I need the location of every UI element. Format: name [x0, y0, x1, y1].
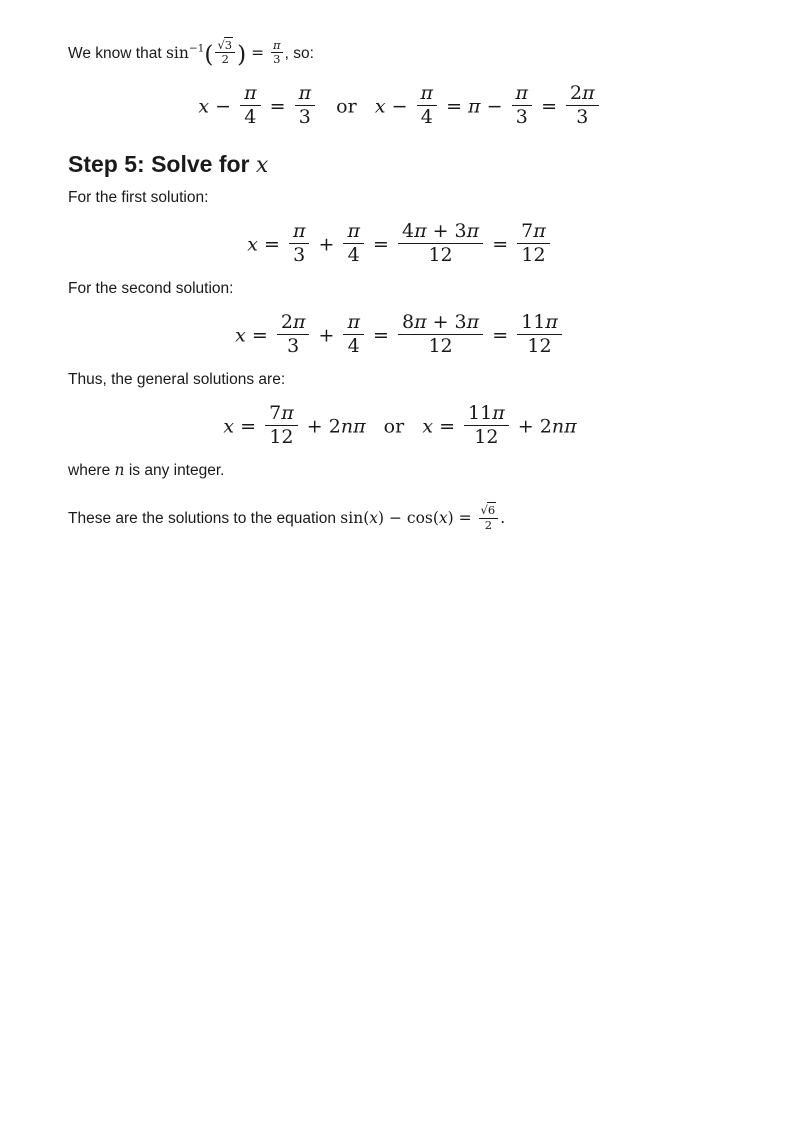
math-fraction: [479, 504, 499, 531]
math-roman: −: [480, 95, 509, 118]
math-italic: π: [347, 310, 360, 333]
math-roman: +: [312, 233, 341, 256]
math-roman: =: [366, 324, 395, 347]
text-run: Thus, the general solutions are:: [68, 370, 286, 388]
text-run: Step 5: Solve for: [68, 150, 256, 177]
math-italic: nπ: [340, 415, 366, 438]
math-roman: 4: [347, 334, 360, 357]
math-italic: π: [244, 82, 257, 105]
math-roman: −: [385, 95, 414, 118]
math-roman: =: [440, 95, 469, 118]
math-roman: 7: [521, 220, 534, 243]
math-roman: + 2: [300, 415, 341, 438]
equation-case-split: [68, 84, 732, 131]
math-italic: π: [281, 401, 294, 424]
math-italic: π: [420, 82, 434, 105]
math-roman: 2: [484, 517, 493, 532]
second-solution-label: [68, 279, 732, 299]
math-roman: 12: [474, 425, 499, 448]
math-italic: x: [369, 509, 378, 528]
math-roman: + 3: [426, 220, 467, 243]
equation-first-solution: [68, 222, 732, 269]
math-italic: n: [114, 461, 125, 480]
math-fraction: [464, 402, 509, 449]
math-italic: π: [298, 82, 312, 105]
math-roman: =: [535, 95, 564, 118]
conclusion-text: [68, 505, 732, 532]
math-roman: 12: [428, 334, 453, 357]
first-solution-label: [68, 188, 732, 208]
math-roman: =: [257, 233, 286, 256]
math-roman: 4: [244, 106, 257, 129]
text-run: , so:: [284, 44, 314, 62]
math-roman: 3: [287, 334, 300, 357]
math-fraction: [343, 220, 364, 267]
integer-note: [68, 460, 732, 481]
math-roman: 11: [521, 310, 546, 333]
math-roman: 12: [527, 334, 552, 357]
math-italic: π: [466, 220, 480, 243]
math-italic: x: [255, 152, 269, 178]
math-fraction: [417, 82, 438, 129]
math-roman: 4: [420, 106, 433, 129]
math-roman: sin(: [340, 509, 370, 528]
math-fraction: [215, 39, 235, 66]
math-italic: π: [515, 82, 529, 105]
math-roman: +: [312, 324, 341, 347]
math-roman: 6: [487, 503, 496, 518]
math-roman: 2: [570, 82, 583, 105]
text-run: For the second solution:: [68, 279, 234, 297]
math-roman: =: [246, 43, 270, 62]
math-fraction: [343, 311, 364, 358]
math-roman: or: [318, 95, 375, 118]
math-roman: 12: [428, 244, 453, 267]
math-italic: x: [235, 324, 246, 347]
math-roman: =: [366, 233, 395, 256]
math-roman: .: [500, 509, 506, 528]
math-roman: + 2: [511, 415, 552, 438]
math-roman: 12: [269, 425, 294, 448]
math-roman: 12: [521, 244, 546, 267]
math-italic: π: [492, 401, 505, 424]
math-italic: π: [414, 220, 427, 243]
math-italic: x: [438, 509, 448, 528]
math-roman: =: [263, 95, 292, 118]
math-roman: ) =: [447, 509, 477, 528]
math-roman: =: [234, 415, 263, 438]
math-italic: π: [466, 310, 480, 333]
math-italic: π: [292, 310, 306, 333]
math-fraction: [398, 220, 483, 267]
math-italic: x: [374, 95, 386, 118]
math-italic: nπ: [551, 415, 577, 438]
math-fraction: [240, 82, 261, 129]
math-roman: 7: [269, 401, 282, 424]
math-sqrt: √3: [217, 38, 233, 53]
math-fraction: [289, 220, 310, 267]
math-roman: 4: [347, 244, 360, 267]
math-roman: 3: [298, 106, 311, 129]
math-roman: 3: [273, 52, 281, 67]
equation-second-solution: [68, 310, 732, 360]
math-roman: or: [365, 415, 423, 438]
general-solutions-label: [68, 370, 732, 390]
math-italic: x: [198, 95, 210, 118]
math-roman: 11: [468, 401, 493, 424]
equation-general-solutions: [68, 401, 732, 451]
math-sqrt: √6: [480, 503, 496, 518]
text-run: For the first solution:: [68, 189, 209, 207]
math-roman: 2: [221, 52, 229, 67]
math-fraction: [265, 402, 298, 449]
math-fraction: [277, 311, 310, 358]
math-roman: 3: [224, 38, 233, 53]
math-superscript: −1: [188, 42, 205, 55]
math-roman: 3: [293, 244, 306, 267]
math-fraction: [398, 311, 483, 358]
math-roman: ): [237, 41, 247, 68]
intro-text: [68, 40, 732, 70]
math-roman: sin: [165, 43, 189, 62]
step5-heading: [68, 151, 732, 178]
math-fraction: [512, 82, 533, 129]
math-fraction: [271, 39, 283, 66]
text-run: where: [68, 462, 115, 480]
math-italic: π: [414, 310, 427, 333]
math-roman: (: [204, 41, 214, 68]
math-italic: π: [292, 220, 306, 243]
math-roman: 8: [401, 310, 415, 333]
text-run: We know that: [68, 44, 166, 62]
math-fraction: [517, 220, 550, 267]
math-roman: =: [486, 233, 515, 256]
math-fraction: [566, 82, 599, 129]
math-roman: ) − cos(: [378, 509, 439, 528]
math-italic: x: [422, 415, 434, 438]
text-run: is any integer.: [124, 462, 225, 480]
math-roman: =: [245, 324, 274, 347]
math-italic: x: [223, 415, 235, 438]
math-roman: + 3: [426, 310, 467, 333]
text-run: These are the solutions to the equation: [68, 510, 341, 528]
math-italic: x: [247, 233, 258, 256]
math-roman: 4: [401, 220, 415, 243]
math-italic: π: [347, 220, 360, 243]
math-roman: −: [209, 95, 238, 118]
math-fraction: [295, 82, 316, 129]
math-roman: =: [433, 415, 462, 438]
math-italic: π: [533, 220, 546, 243]
math-roman: 3: [576, 106, 589, 129]
math-italic: π: [468, 95, 481, 118]
math-roman: =: [486, 324, 515, 347]
math-italic: π: [582, 82, 595, 105]
math-fraction: [517, 311, 562, 358]
math-roman: 2: [280, 310, 293, 333]
math-italic: π: [545, 310, 558, 333]
math-italic: π: [273, 38, 281, 53]
math-roman: 3: [515, 106, 528, 129]
